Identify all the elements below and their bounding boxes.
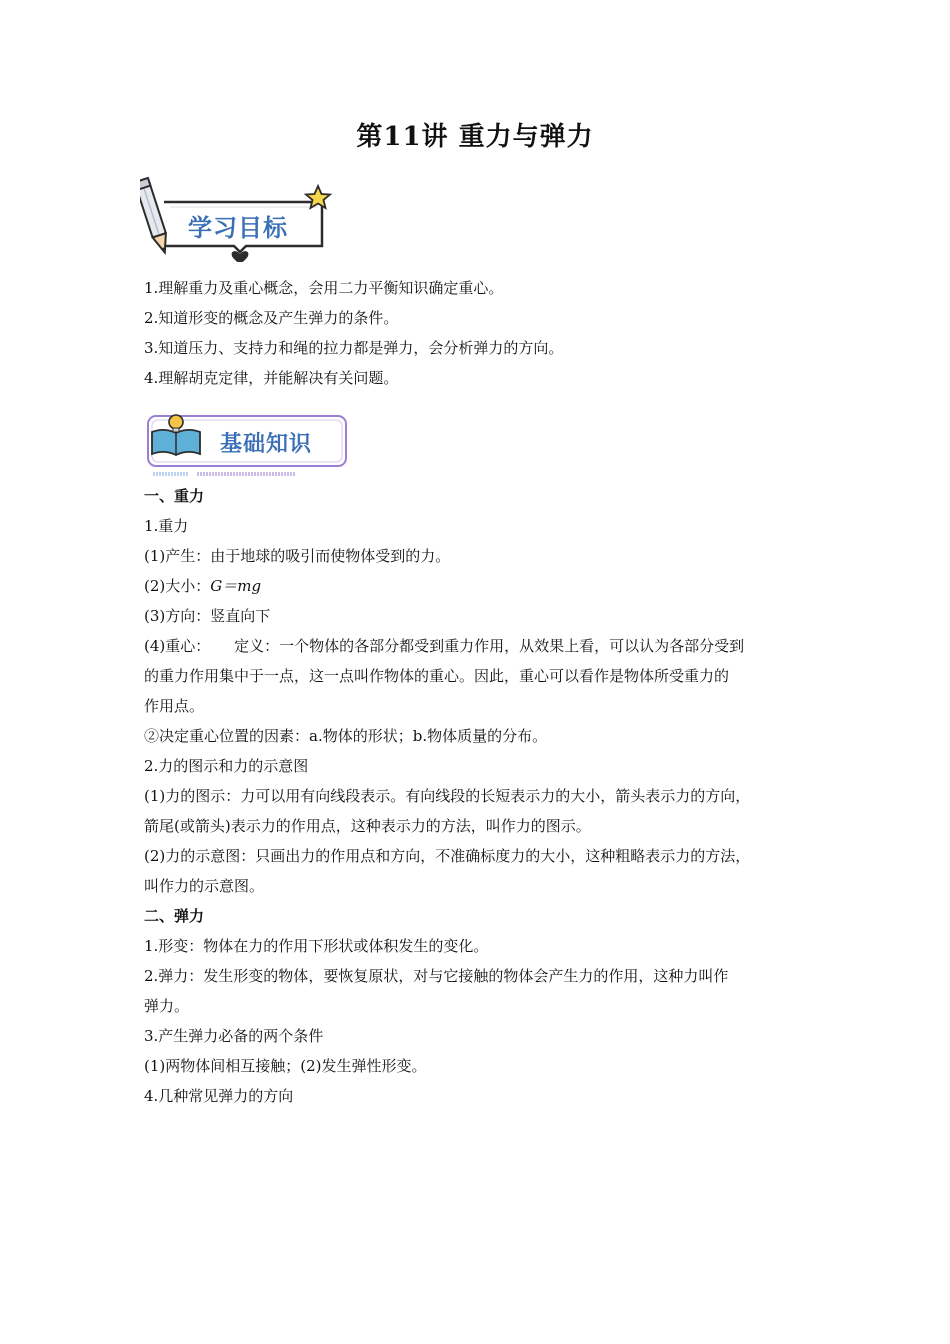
basic-knowledge-badge — [142, 410, 352, 480]
goal-item: 4.理解胡克定律，并能解决有关问题。 — [144, 369, 399, 387]
paragraph: 3.产生弹力必备的两个条件 — [144, 1027, 324, 1045]
paragraph: 4.几种常见弹力的方向 — [144, 1087, 294, 1105]
paragraph: (1)力的图示：力可以用有向线段表示。有向线段的长短表示力的大小，箭头表示力的方向， — [144, 787, 751, 805]
section-heading: 一、重力 — [144, 487, 205, 505]
paragraph: 叫作力的示意图。 — [144, 877, 265, 895]
paragraph: (3)方向：竖直向下 — [144, 607, 271, 625]
paragraph: (2)力的示意图：只画出力的作用点和方向，不准确标度力的大小，这种粗略表示力的方法， — [144, 847, 751, 865]
paragraph: (4)重心： 定义：一个物体的各部分都受到重力作用，从效果上看，可以认为各部分受到 — [144, 637, 745, 655]
paragraph: 弹力。 — [144, 997, 190, 1015]
learning-goals-list — [144, 273, 824, 393]
paragraph: 1.形变：物体在力的作用下形状或体积发生的变化。 — [144, 937, 489, 955]
paragraph: (1)两物体间相互接触；(2)发生弹性形变。 — [144, 1057, 427, 1075]
goal-item: 3.知道压力、支持力和绳的拉力都是弹力，会分析弹力的方向。 — [144, 339, 564, 357]
paragraph-label: (2)大小： — [144, 577, 211, 595]
paragraph: 2.力的图示和力的示意图 — [144, 757, 309, 775]
goal-item: 1.理解重力及重心概念，会用二力平衡知识确定重心。 — [144, 279, 504, 297]
section-heading: 二、弹力 — [144, 907, 205, 925]
page-title: 第11讲 重力与弹力 — [356, 122, 594, 152]
paragraph: 2.弹力：发生形变的物体，要恢复原状，对与它接触的物体会产生力的作用，这种力叫作 — [144, 967, 729, 985]
learning-goals-label: 学习目标 — [188, 214, 288, 242]
goal-item: 2.知道形变的概念及产生弹力的条件。 — [144, 309, 399, 327]
paragraph: 箭尾(或箭头)表示力的作用点，这种表示力的方法，叫作力的图示。 — [144, 817, 591, 835]
paragraph — [144, 571, 824, 601]
paragraph: 作用点。 — [144, 697, 205, 715]
paragraph: ②决定重心位置的因素：a.物体的形状；b.物体质量的分布。 — [144, 727, 548, 745]
gravity-formula: G＝mg — [210, 577, 262, 595]
paragraph: 1.重力 — [144, 517, 189, 535]
paragraph: 的重力作用集中于一点，这一点叫作物体的重心。因此，重心可以看作是物体所受重力的 — [144, 667, 730, 685]
knowledge-content — [144, 481, 824, 1111]
basic-knowledge-label: 基础知识 — [220, 432, 313, 457]
paragraph: (1)产生：由于地球的吸引而使物体受到的力。 — [144, 547, 451, 565]
learning-goals-badge — [140, 176, 340, 262]
